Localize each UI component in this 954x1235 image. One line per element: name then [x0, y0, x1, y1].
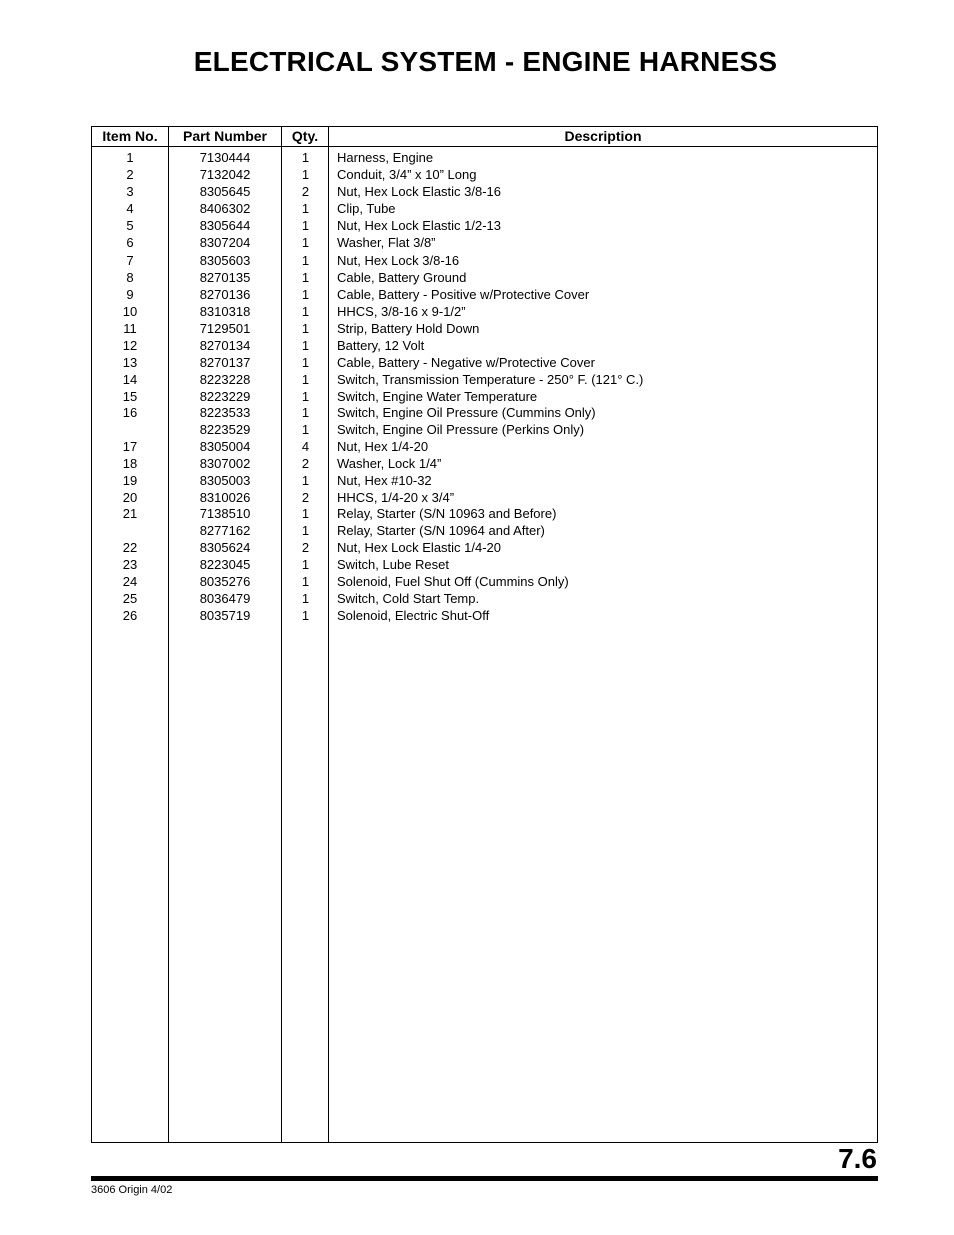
- row-description: Switch, Lube Reset: [337, 557, 450, 573]
- table-row: [92, 539, 877, 556]
- row-description: Nut, Hex Lock 3/8-16: [337, 252, 460, 268]
- row-description: Nut, Hex #10-32: [337, 473, 432, 489]
- row-part-number: 8310026: [199, 490, 251, 506]
- table-row: [92, 522, 877, 539]
- header-divider: [92, 146, 877, 147]
- parts-table: [91, 126, 878, 1143]
- row-item-no: 10: [122, 303, 138, 319]
- row-item-no: 3: [126, 184, 134, 200]
- row-item-no: 15: [122, 389, 138, 405]
- footer-text: 3606 Origin 4/02: [91, 1184, 173, 1196]
- row-item-no: 12: [122, 338, 138, 354]
- row-part-number: 8036479: [199, 591, 251, 607]
- row-description: Switch, Cold Start Temp.: [337, 591, 480, 607]
- row-qty: 1: [301, 150, 310, 165]
- row-part-number: 7132042: [199, 167, 251, 183]
- row-qty: 1: [301, 303, 310, 319]
- row-description: Conduit, 3/4” x 10” Long: [337, 167, 477, 183]
- row-part-number: 8305624: [199, 539, 251, 555]
- row-qty: 1: [301, 473, 310, 489]
- table-row: [92, 556, 877, 573]
- row-item-no: 20: [122, 490, 138, 506]
- row-qty: 1: [301, 286, 310, 302]
- row-item-no: 22: [122, 539, 138, 555]
- row-item-no: 25: [122, 591, 138, 607]
- row-item-no: 21: [122, 506, 138, 522]
- row-description: Cable, Battery - Positive w/Protective Cover: [337, 286, 590, 302]
- page-title: ELECTRICAL SYSTEM - ENGINE HARNESS: [193, 46, 778, 77]
- row-item-no: 14: [122, 372, 138, 388]
- row-part-number: 8223229: [199, 389, 251, 405]
- row-description: Cable, Battery Ground: [337, 269, 467, 285]
- row-item-no: 18: [122, 456, 138, 472]
- table-row: [92, 166, 877, 183]
- row-item-no: 2: [126, 167, 134, 183]
- row-part-number: 7129501: [199, 320, 251, 336]
- table-row: [92, 183, 877, 200]
- row-qty: 1: [301, 218, 310, 234]
- table-row: [92, 472, 877, 489]
- row-qty: 1: [301, 167, 310, 183]
- row-description: HHCS, 3/8-16 x 9-1/2”: [337, 303, 466, 319]
- table-row: [92, 607, 877, 624]
- row-qty: 2: [301, 456, 310, 472]
- table-row: [92, 573, 877, 590]
- table-row: [92, 405, 877, 421]
- row-qty: 1: [301, 235, 310, 251]
- table-row: [92, 217, 877, 234]
- row-part-number: 8305645: [199, 184, 251, 200]
- row-item-no: 23: [122, 557, 138, 573]
- table-row: [92, 234, 877, 251]
- table-row: [92, 200, 877, 217]
- parts-rows: [92, 149, 877, 624]
- table-row: [92, 354, 877, 371]
- row-part-number: 8307002: [199, 456, 251, 472]
- row-qty: 1: [301, 252, 310, 268]
- row-part-number: 8305003: [199, 473, 251, 489]
- row-part-number: 8270135: [199, 269, 251, 285]
- row-qty: 1: [301, 421, 310, 437]
- table-row: [92, 286, 877, 303]
- row-qty: 4: [301, 439, 310, 454]
- table-row: [92, 371, 877, 388]
- row-description: Switch, Engine Water Temperature: [337, 389, 538, 405]
- row-qty: 1: [301, 338, 310, 354]
- row-item-no: 1: [126, 150, 134, 165]
- row-part-number: 8307204: [199, 235, 251, 251]
- row-item-no: 4: [126, 201, 134, 217]
- row-qty: 1: [301, 389, 310, 405]
- table-row: [92, 590, 877, 607]
- row-qty: 1: [301, 405, 310, 421]
- header-part-number: Part Number: [182, 128, 268, 144]
- row-item-no: 8: [126, 269, 134, 285]
- row-qty: 1: [301, 506, 310, 522]
- table-row: [92, 489, 877, 506]
- table-row: [92, 269, 877, 286]
- row-part-number: 8305004: [199, 439, 251, 454]
- row-description: Clip, Tube: [337, 201, 396, 217]
- table-row: [92, 506, 877, 522]
- row-qty: 1: [301, 591, 310, 607]
- row-qty: 1: [301, 574, 310, 590]
- row-part-number: 8223529: [199, 421, 251, 437]
- row-item-no: 24: [122, 574, 138, 590]
- row-part-number: 7130444: [199, 150, 251, 165]
- row-qty: 1: [301, 269, 310, 285]
- row-qty: 1: [301, 320, 310, 336]
- row-description: HHCS, 1/4-20 x 3/4”: [337, 490, 455, 506]
- row-item-no: 26: [122, 608, 138, 624]
- row-part-number: 8406302: [199, 201, 251, 217]
- row-item-no: 19: [122, 473, 138, 489]
- row-qty: 1: [301, 608, 310, 624]
- row-description: Nut, Hex Lock Elastic 1/4-20: [337, 539, 502, 555]
- row-description: Harness, Engine: [337, 150, 434, 165]
- header-item-no: Item No.: [102, 128, 158, 144]
- table-row: [92, 252, 877, 269]
- header-qty: Qty.: [291, 128, 319, 144]
- row-qty: 1: [301, 355, 310, 371]
- row-qty: 2: [301, 184, 310, 200]
- row-item-no: 9: [126, 286, 134, 302]
- row-part-number: 8223045: [199, 557, 251, 573]
- row-qty: 1: [301, 201, 310, 217]
- row-qty: 2: [301, 539, 310, 555]
- row-qty: 1: [301, 522, 310, 538]
- row-item-no: 5: [126, 218, 134, 234]
- row-description: Switch, Engine Oil Pressure (Perkins Only): [337, 421, 585, 437]
- row-part-number: 8305644: [199, 218, 251, 234]
- table-row: [92, 455, 877, 472]
- section-number: 7.6: [838, 1143, 877, 1174]
- row-part-number: 7138510: [199, 506, 251, 522]
- row-item-no: 11: [123, 320, 137, 336]
- row-description: Cable, Battery - Negative w/Protective Cover: [337, 355, 595, 371]
- row-part-number: 8305603: [199, 252, 251, 268]
- row-description: Washer, Flat 3/8”: [337, 235, 436, 251]
- table-row: [92, 303, 877, 320]
- row-description: Washer, Lock 1/4”: [337, 456, 442, 472]
- row-part-number: 8310318: [199, 303, 251, 319]
- row-description: Switch, Engine Oil Pressure (Cummins Only): [337, 405, 596, 421]
- row-item-no: 16: [122, 405, 138, 421]
- row-part-number: 8270137: [199, 355, 251, 371]
- table-row: [92, 149, 877, 166]
- row-description: Relay, Starter (S/N 10964 and After): [337, 522, 545, 538]
- row-description: Relay, Starter (S/N 10963 and Before): [337, 506, 557, 522]
- table-row: [92, 421, 877, 438]
- row-item-no: 7: [126, 252, 134, 268]
- row-description: Nut, Hex Lock Elastic 1/2-13: [337, 218, 502, 234]
- header-description: Description: [564, 128, 642, 144]
- table-row: [92, 337, 877, 354]
- row-description: Solenoid, Electric Shut-Off: [337, 608, 490, 624]
- footer-rule: [91, 1176, 878, 1181]
- row-part-number: 8270134: [199, 338, 251, 354]
- row-part-number: 8035719: [199, 608, 251, 624]
- row-description: Solenoid, Fuel Shut Off (Cummins Only): [337, 574, 569, 590]
- row-item-no: 13: [122, 355, 138, 371]
- row-part-number: 8035276: [199, 574, 251, 590]
- row-qty: 2: [301, 490, 310, 506]
- row-qty: 1: [301, 557, 310, 573]
- row-item-no: 17: [122, 439, 138, 454]
- row-description: Battery, 12 Volt: [337, 338, 425, 354]
- row-part-number: 8223533: [199, 405, 251, 421]
- table-row: [92, 438, 877, 455]
- row-description: Switch, Transmission Temperature - 250° F. (121° C.): [337, 372, 644, 388]
- row-description: Nut, Hex Lock Elastic 3/8-16: [337, 184, 502, 200]
- row-part-number: 8223228: [199, 372, 251, 388]
- row-item-no: 6: [126, 235, 134, 251]
- row-part-number: 8270136: [199, 286, 251, 302]
- row-qty: 1: [301, 372, 310, 388]
- table-row: [92, 388, 877, 405]
- table-row: [92, 320, 877, 337]
- row-description: Strip, Battery Hold Down: [337, 320, 480, 336]
- row-description: Nut, Hex 1/4-20: [337, 439, 429, 454]
- row-part-number: 8277162: [199, 522, 251, 538]
